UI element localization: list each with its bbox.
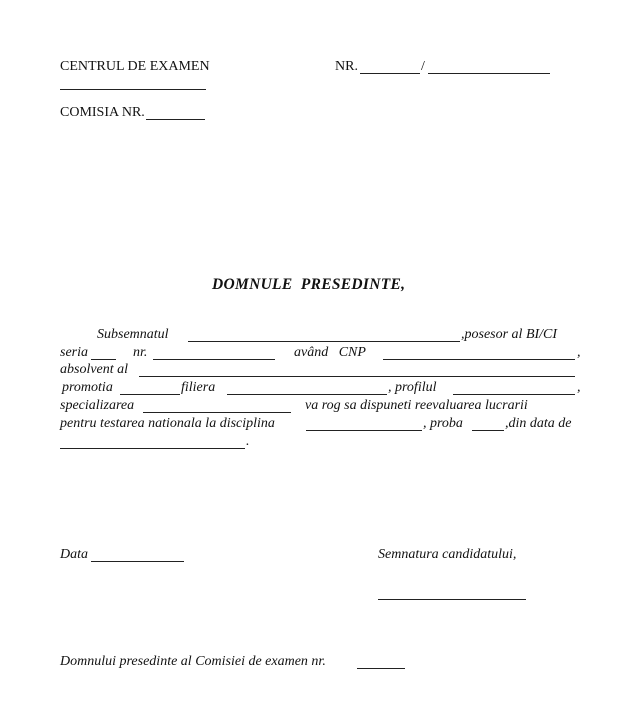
commission-blank[interactable] bbox=[146, 119, 205, 120]
request-text: va rog sa dispuneti reevaluarea lucrarii bbox=[305, 398, 528, 413]
discipline-blank[interactable] bbox=[306, 430, 422, 431]
number-label: nr. bbox=[133, 345, 148, 360]
page-title: DOMNULE PRESEDINTE, bbox=[212, 276, 406, 293]
class-of-label: promotia bbox=[62, 380, 113, 395]
graduate-of-label: absolvent al bbox=[60, 362, 129, 377]
exam-date-blank[interactable] bbox=[60, 448, 245, 449]
number-blank[interactable] bbox=[153, 359, 275, 360]
series-label: seria bbox=[60, 345, 88, 360]
track-blank[interactable] bbox=[227, 394, 387, 395]
test-label: , proba bbox=[423, 416, 463, 431]
comma-1: , bbox=[577, 345, 581, 360]
for-testing-text: pentru testarea nationala la disciplina bbox=[60, 416, 275, 431]
cnp-label: având CNP bbox=[294, 345, 366, 360]
school-blank[interactable] bbox=[139, 376, 575, 377]
exam-center-blank[interactable] bbox=[60, 89, 206, 90]
test-blank[interactable] bbox=[472, 430, 504, 431]
date-label: Data bbox=[60, 547, 88, 562]
comma-2: , bbox=[577, 380, 581, 395]
class-of-blank[interactable] bbox=[120, 394, 180, 395]
nr-separator: / bbox=[421, 59, 425, 74]
final-period: . bbox=[246, 434, 250, 449]
addressee-text: Domnului presedinte al Comisiei de examen nr. bbox=[60, 654, 326, 669]
nr-blank-1[interactable] bbox=[360, 73, 420, 74]
cnp-blank[interactable] bbox=[383, 359, 575, 360]
holder-of-id-label: ,posesor al BI/CI bbox=[461, 327, 558, 342]
signature-blank[interactable] bbox=[378, 599, 526, 600]
undersigned-label: Subsemnatul bbox=[97, 327, 169, 342]
nr-blank-2[interactable] bbox=[428, 73, 550, 74]
addressee-commission-blank[interactable] bbox=[357, 668, 405, 669]
specialization-blank[interactable] bbox=[143, 412, 291, 413]
specialization-label: specializarea bbox=[60, 398, 135, 413]
profile-label: , profilul bbox=[388, 380, 437, 395]
commission-label: COMISIA NR. bbox=[60, 105, 145, 120]
from-date-label: ,din data de bbox=[505, 416, 572, 431]
profile-blank[interactable] bbox=[453, 394, 575, 395]
signature-label: Semnatura candidatului, bbox=[378, 547, 517, 562]
name-blank[interactable] bbox=[188, 341, 460, 342]
exam-center-label: CENTRUL DE EXAMEN bbox=[60, 59, 210, 74]
nr-label: NR. bbox=[335, 59, 358, 74]
date-blank[interactable] bbox=[91, 561, 184, 562]
track-label: filiera bbox=[181, 380, 216, 395]
series-blank[interactable] bbox=[91, 359, 116, 360]
